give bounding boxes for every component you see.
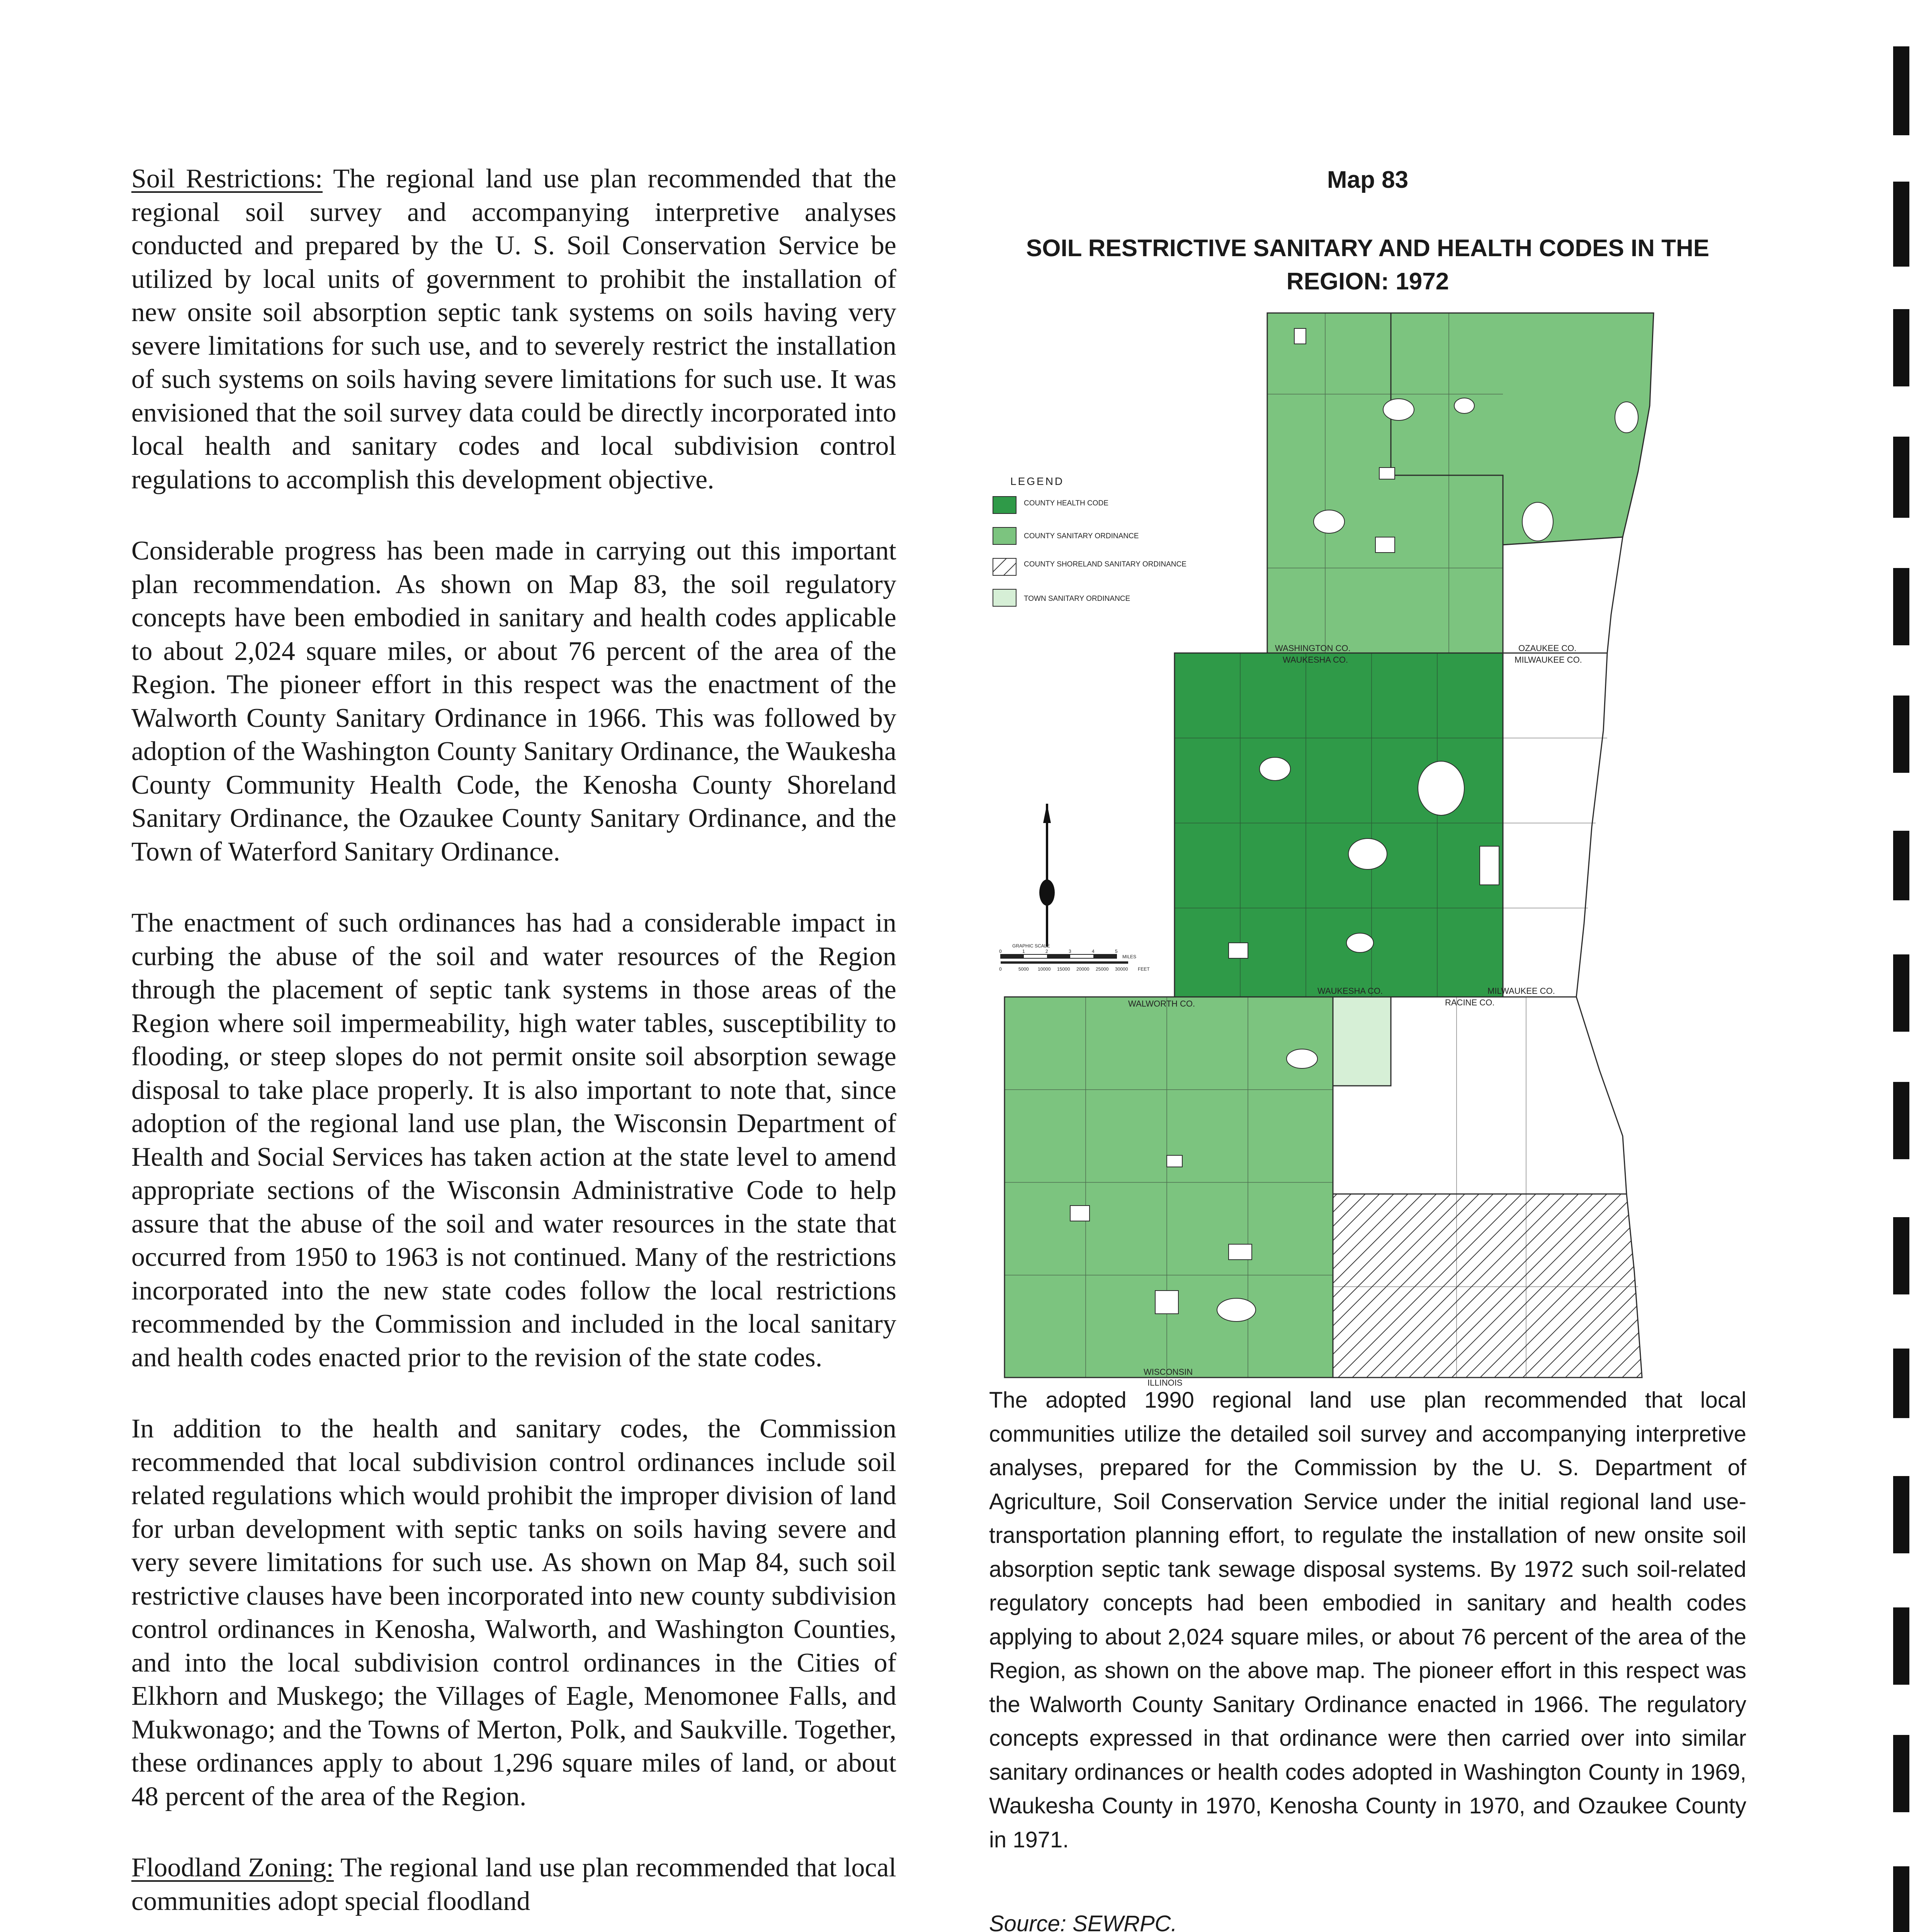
map-title: SOIL RESTRICTIVE SANITARY AND HEALTH CODES IN THE REGION: 1972 xyxy=(1026,235,1710,295)
waukesha-county-south-label: WAUKESHA CO. xyxy=(1317,986,1383,996)
ordinance-impact-paragraph: The enactment of such ordinances has had a considerable impact in curbing the abuse of the soil and water resources of the Region through the placement of septic tank systems in those areas of the Region where soil impermeability, high water tables, susceptibility to flooding, or steep slopes do not permit onsite soil absorption sewage disposal to take place properly. It is also important to note that, since adoption of the regional land use plan, the Wisconsin Department of Health and Social Services has taken action at the state level to amend appropriate sections of the Wisconsin Administrative Code to help assure that the abuse of the soil and water resources in the state that occurred from 1950 to 1963 is not continued. Many of the restrictions incorporated into the new state codes follow the local restrictions recommended by the Commission and included in the local sanitary and health codes enacted prior to the revision of the state codes. xyxy=(131,908,896,1372)
scale-miles-label: MILES xyxy=(1122,954,1137,959)
map-source: Source: SEWRPC. xyxy=(989,1911,1177,1932)
kenosha-county-area xyxy=(1333,1194,1642,1378)
waterford-town-area xyxy=(1333,997,1391,1086)
legend-label-sanitary: COUNTY SANITARY ORDINANCE xyxy=(1024,532,1139,540)
scale-mile-tick-2: 2 xyxy=(1045,949,1048,954)
legend-swatch-town xyxy=(993,589,1016,606)
scale-mile-tick-0: 0 xyxy=(999,949,1002,954)
region-map-svg xyxy=(989,305,1746,1387)
scale-mile-tick-4: 4 xyxy=(1092,949,1095,954)
map-number: Map 83 xyxy=(1327,167,1409,193)
subdivision-paragraph: In addition to the health and sanitary codes, the Commission recommended that local subdivision control ordinances include soil related regulations which would prohibit the improper division of land for urban development with septic tanks on soils having severe and very severe limitations for such use. As shown on Map 84, such soil restrictive clauses have been incorporated into new county subdivision control ordinances in Kenosha, Walworth, and Washington Counties, and into the local subdivision control ordinances in the Cities of Elkhorn and Muskego; the Villages of Eagle, Menomonee Falls, and Mukwonago; and the Towns of Merton, Polk, and Saukville. Together, these ordinances apply to about 1,296 square miles of land, or about 48 percent of the area of the Region. xyxy=(131,1414,896,1811)
region-map xyxy=(989,305,1746,1387)
scale-feet-tick-1: 5000 xyxy=(1018,966,1029,972)
legend-swatch-sanitary xyxy=(993,527,1016,544)
milwaukee-county-area xyxy=(1503,653,1607,997)
legend-swatch-shoreland xyxy=(993,558,1016,575)
floodland-heading: Floodland Zoning: xyxy=(131,1853,334,1883)
scale-feet-tick-5: 25000 xyxy=(1096,966,1109,972)
ozaukee-unregulated-area xyxy=(1503,537,1623,653)
scale-mile-tick-3: 3 xyxy=(1069,949,1071,954)
scale-feet-tick-6: 30000 xyxy=(1115,966,1128,972)
legend-label-health: COUNTY HEALTH CODE xyxy=(1024,499,1108,507)
milwaukee-county-north-label: MILWAUKEE CO. xyxy=(1515,655,1582,665)
progress-paragraph: Considerable progress has been made in carrying out this important plan recommendation. As shown on Map 83, the soil regulatory concepts have been embodied in sanitary and health codes applicable to about 2,024 square miles, or about 76 percent of the area of the Region. The pioneer effort in this respect was the enactment of the Walworth County Sanitary Ordinance in 1966. This was followed by adoption of the Washington County Sanitary Ordinance, the Waukesha County Community Health Code, the Kenosha County Shoreland Sanitary Ordinance, the Ozaukee County Sanitary Ordinance, and the Town of Waterford Sanitary Ordinance. xyxy=(131,536,896,867)
milwaukee-county-south-label: MILWAUKEE CO. xyxy=(1487,986,1555,996)
scale-feet-tick-3: 15000 xyxy=(1057,966,1070,972)
washington-county-label: WASHINGTON CO. xyxy=(1275,643,1351,653)
illinois-label: ILLINOIS xyxy=(1147,1378,1183,1387)
scale-feet-label: FEET xyxy=(1138,966,1150,972)
scale-feet-tick-4: 20000 xyxy=(1076,966,1090,972)
legend-swatch-health xyxy=(993,497,1016,514)
waukesha-county-north-label: WAUKESHA CO. xyxy=(1283,655,1348,665)
walworth-county-label: WALWORTH CO. xyxy=(1128,999,1195,1009)
legend-label-town: TOWN SANITARY ORDINANCE xyxy=(1024,595,1130,603)
left-column xyxy=(131,162,896,1918)
soil-restrictions-text: The regional land use plan recommended that the regional soil survey and accompanying interpretive analyses conducted and prepared by the U. S. Soil Conservation Service be utilized by local units of government to prohibit the installation of new onsite soil absorption septic tank systems on soils having very severe limitations for such use, and to severely restrict the installation of such systems on soils having severe limitations for such use. It was envisioned that the soil survey data could be directly incorporated into local health and sanitary codes and local subdivision control regulations to accomplish this development objective. xyxy=(131,164,896,495)
binder-tab-marks xyxy=(1885,0,1920,1932)
graphic-scale xyxy=(999,943,1150,972)
map-legend xyxy=(993,475,1186,606)
floodland-paragraph xyxy=(131,1851,896,1918)
racine-county-label: RACINE CO. xyxy=(1445,998,1495,1007)
soil-restrictions-paragraph xyxy=(131,162,896,497)
legend-heading: LEGEND xyxy=(1010,475,1064,487)
scale-feet-tick-2: 10000 xyxy=(1038,966,1051,972)
legend-label-shoreland: COUNTY SHORELAND SANITARY ORDINANCE xyxy=(1024,560,1186,568)
ozaukee-county-label: OZAUKEE CO. xyxy=(1518,643,1577,653)
north-arrow-icon xyxy=(1039,804,1055,947)
soil-restrictions-heading: Soil Restrictions: xyxy=(131,164,323,194)
scale-heading: GRAPHIC SCALE xyxy=(1012,943,1050,949)
map-caption: The adopted 1990 regional land use plan recommended that local communities utilize the detailed soil survey and accompanying interpretive analyses, prepared for the Commission by the U. S. Department of Agriculture, Soil Conservation Service under the initial regional land use-transportation planning effort, to regulate the installation of new onsite soil absorption septic tank sewage disposal systems. By 1972 such soil-related regulatory concepts had been embodied in sanitary and health codes applying to about 2,024 square miles, or about 76 percent of the area of the Region, as shown on the above map. The pioneer effort in this respect was the Walworth County Sanitary Ordinance enacted in 1966. The regulatory concepts expressed in that ordinance were then carried over into similar sanitary ordinances or health codes adopted in Washington County in 1969, Waukesha County in 1970, Kenosha County in 1970, and Ozaukee County in 1971. xyxy=(989,1388,1746,1852)
scale-feet-tick-0: 0 xyxy=(999,966,1002,972)
walworth-county-area xyxy=(1005,997,1333,1378)
scale-mile-tick-1: 1 xyxy=(1022,949,1025,954)
floodland-text: The regional land use plan recommended that local communities adopt special floodland xyxy=(131,1853,896,1916)
scale-mile-tick-5: 5 xyxy=(1115,949,1118,954)
wisconsin-label: WISCONSIN xyxy=(1144,1367,1193,1377)
waukesha-county-area xyxy=(1175,653,1503,997)
